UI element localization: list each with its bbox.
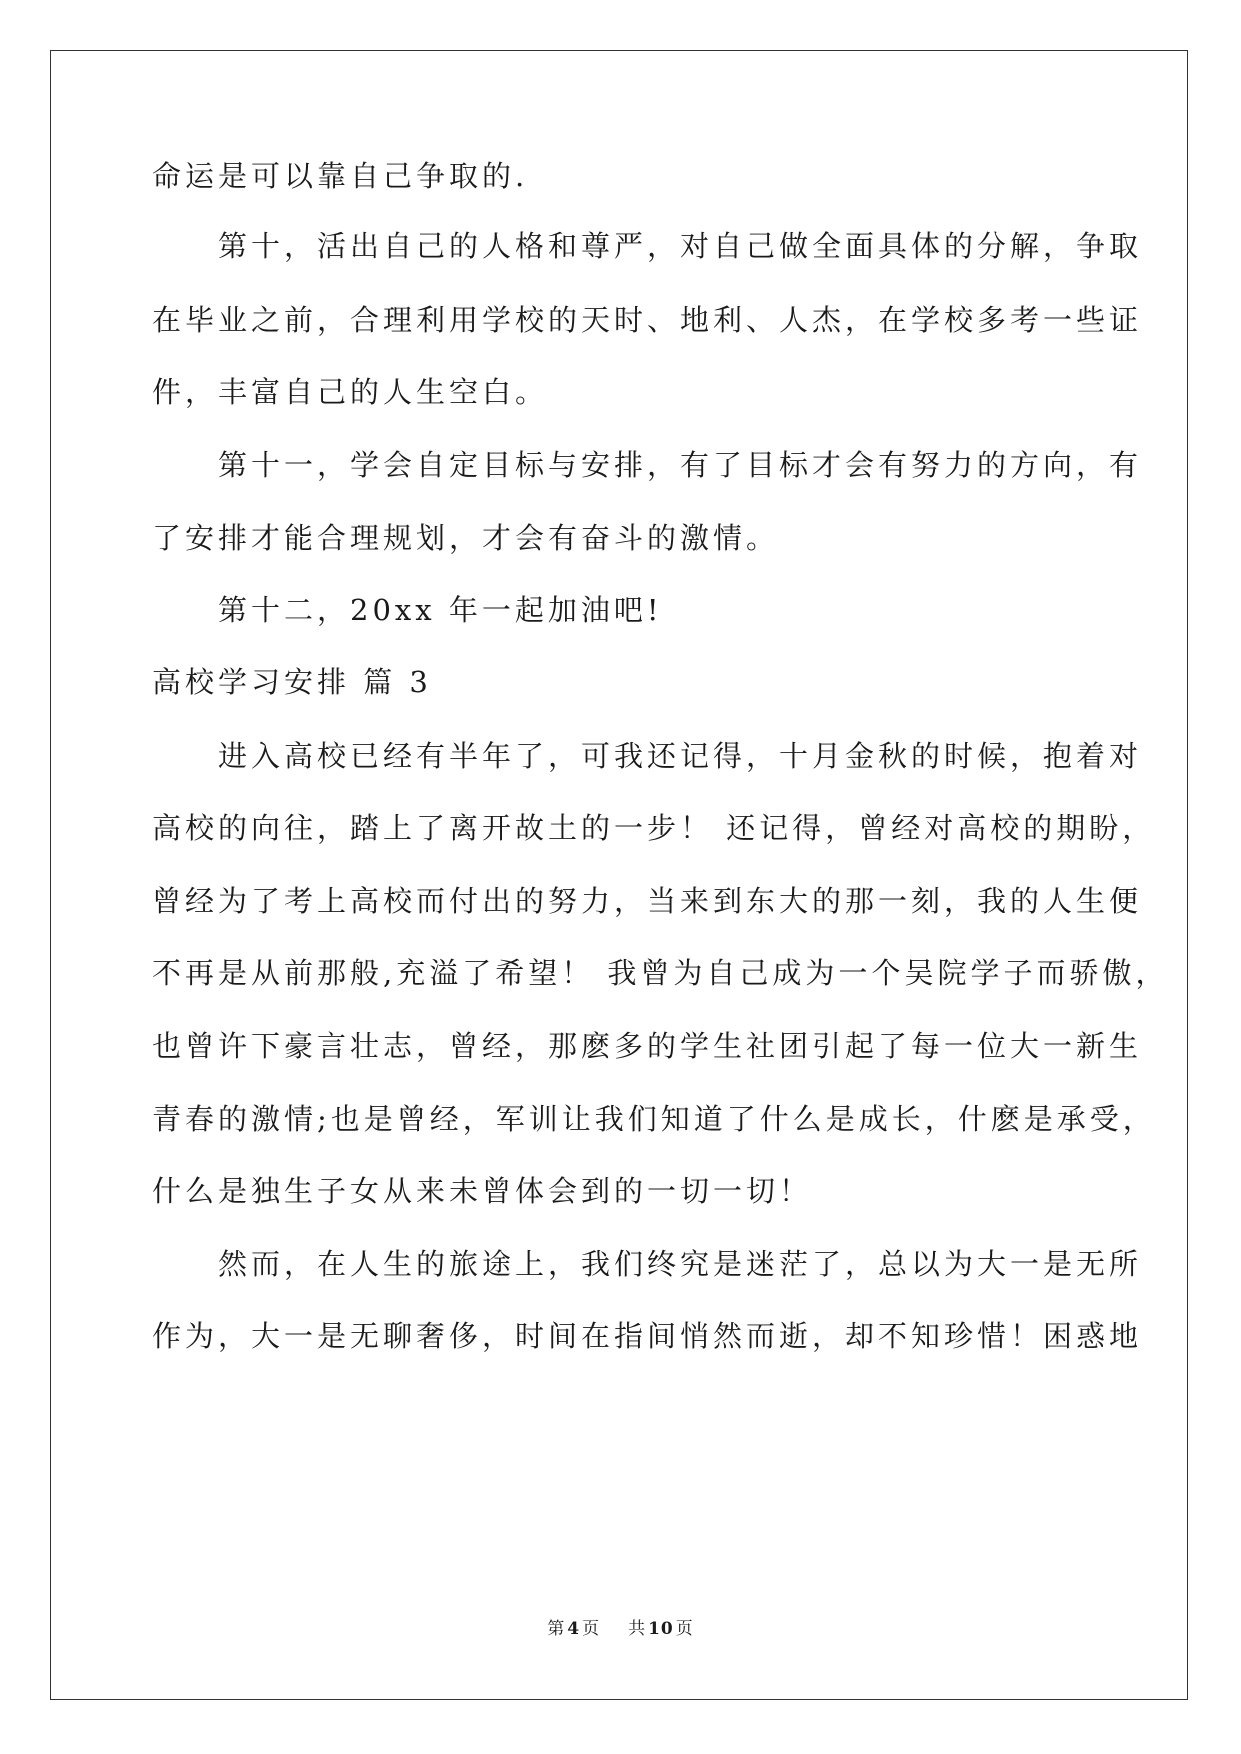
page-footer <box>0 1619 1241 1639</box>
total-label-prefix: 共 <box>628 1619 647 1639</box>
text-line: 也曾许下豪言壮志，曾经，那麽多的学生社团引起了每一位大一新生 <box>152 1029 1143 1063</box>
text-line: 在毕业之前，合理利用学校的天时、地利、人杰，在学校多考一些证 <box>152 303 1143 337</box>
text-line: 命运是可以靠自己争取的. <box>152 159 529 193</box>
total-pages: 10 <box>648 1619 674 1639</box>
text-line: 第十一，学会自定目标与安排，有了目标才会有努力的方向，有 <box>152 448 1143 482</box>
text-line: 青春的激情;也是曾经，军训让我们知道了什么是成长，什麽是承受， <box>152 1102 1156 1136</box>
text-line: 高校的向往，踏上了离开故土的一步！ 还记得，曾经对高校的期盼， <box>152 811 1156 845</box>
text-line: 然而，在人生的旅途上，我们终究是迷茫了，总以为大一是无所 <box>152 1247 1143 1281</box>
text-line: 第十，活出自己的人格和尊严，对自己做全面具体的分解，争取 <box>152 229 1143 263</box>
text-line: 件，丰富自己的人生空白。 <box>152 375 549 409</box>
text-line: 了安排才能合理规划，才会有奋斗的激情。 <box>152 521 780 555</box>
section-heading: 高校学习安排 篇 3 <box>152 665 432 699</box>
text-line: 作为，大一是无聊奢侈，时间在指间悄然而逝，却不知珍惜！困惑地 <box>152 1319 1143 1353</box>
page-number: 4 <box>567 1619 581 1639</box>
text-line: 进入高校已经有半年了，可我还记得，十月金秋的时候，抱着对 <box>152 739 1143 773</box>
text-line: 曾经为了考上高校而付出的努力，当来到东大的那一刻，我的人生便 <box>152 884 1143 918</box>
page-label-prefix: 第 <box>547 1619 566 1639</box>
page-border <box>50 50 1188 1700</box>
total-label-suffix: 页 <box>675 1619 694 1639</box>
text-line: 第十二，20xx 年一起加油吧! <box>152 593 663 627</box>
text-line: 不再是从前那般,充溢了希望！ 我曾为自己成为一个吴院学子而骄傲， <box>152 956 1169 990</box>
page-label-suffix: 页 <box>582 1619 601 1639</box>
text-line: 什么是独生子女从来未曾体会到的一切一切！ <box>152 1174 813 1208</box>
